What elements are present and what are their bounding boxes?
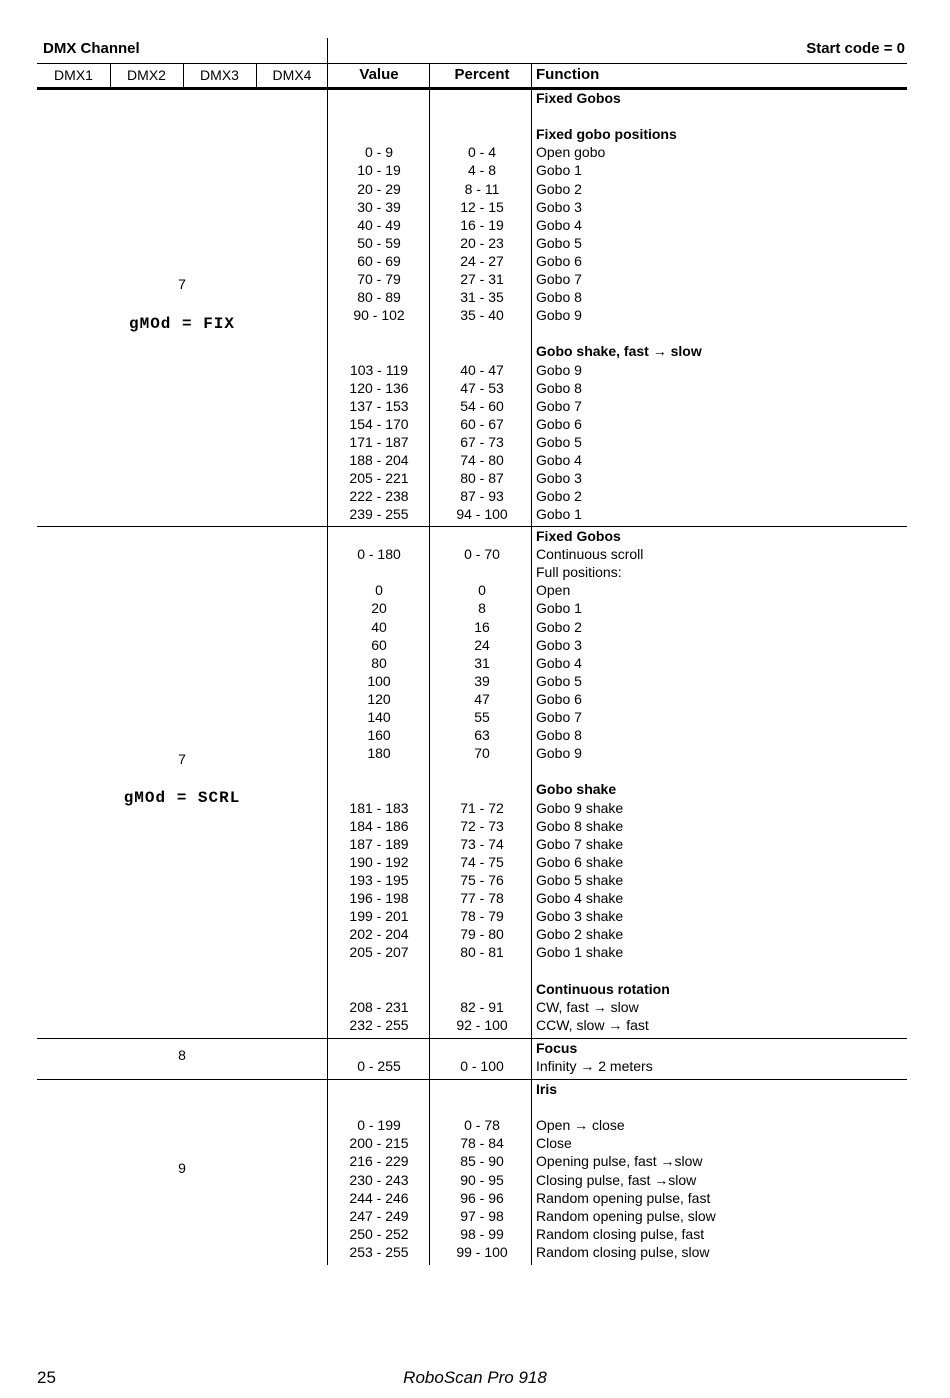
function-cell: Gobo 4 bbox=[536, 216, 582, 233]
percent-cell: 77 - 78 bbox=[460, 890, 504, 906]
percent-cell: 85 - 90 bbox=[460, 1153, 504, 1170]
percent-cell: 74 - 75 bbox=[460, 853, 504, 870]
value-cell: 188 - 204 bbox=[349, 452, 409, 468]
value-cell: 239 - 255 bbox=[349, 506, 409, 523]
value-cell: 181 - 183 bbox=[349, 799, 409, 816]
function-cell: Gobo 3 bbox=[536, 198, 582, 215]
function-cell: Random opening pulse, slow bbox=[536, 1207, 716, 1224]
value-cell: 40 bbox=[371, 618, 387, 635]
function-cell: CCW, slow → fast bbox=[536, 1016, 649, 1033]
percent-cell: 8 - 11 bbox=[464, 180, 500, 197]
col-dmx1: DMX1 bbox=[54, 67, 93, 83]
percent-cell: 96 - 96 bbox=[460, 1189, 504, 1206]
function-cell: Gobo 6 bbox=[536, 252, 582, 269]
value-cell: 0 - 180 bbox=[357, 546, 401, 563]
value-cell: 100 bbox=[367, 672, 391, 689]
percent-cell: 90 - 95 bbox=[460, 1171, 504, 1188]
percent-cell: 16 bbox=[474, 618, 490, 635]
function-cell: Gobo 7 bbox=[536, 271, 582, 287]
percent-cell: 0 bbox=[478, 582, 486, 599]
function-heading: Fixed gobo positions bbox=[536, 126, 677, 143]
percent-cell: 80 - 81 bbox=[460, 944, 504, 961]
value-cell: 120 bbox=[367, 690, 391, 707]
function-heading: Focus bbox=[536, 1040, 578, 1056]
value-cell: 190 - 192 bbox=[349, 853, 409, 870]
percent-cell: 8 bbox=[478, 600, 486, 617]
col-value: Value bbox=[359, 66, 399, 83]
table-header-top bbox=[37, 38, 907, 64]
function-cell: Gobo 1 bbox=[536, 600, 582, 617]
value-cell: 0 - 255 bbox=[357, 1058, 401, 1075]
channel-number: 9 bbox=[178, 1160, 186, 1176]
section-divider bbox=[37, 1079, 907, 1080]
percent-cell: 97 - 98 bbox=[460, 1207, 504, 1224]
function-cell: Closing pulse, fast →slow bbox=[536, 1171, 697, 1188]
percent-cell: 79 - 80 bbox=[460, 926, 504, 943]
percent-cell: 24 - 27 bbox=[460, 252, 504, 269]
value-cell: 70 - 79 bbox=[357, 271, 401, 287]
function-cell: Gobo 5 bbox=[536, 433, 582, 450]
function-cell: Gobo 7 bbox=[536, 709, 582, 725]
value-cell: 90 - 102 bbox=[353, 307, 405, 324]
value-cell: 205 - 207 bbox=[349, 944, 409, 961]
percent-cell: 94 - 100 bbox=[456, 506, 508, 523]
function-cell: Gobo 8 bbox=[536, 379, 582, 396]
percent-cell: 63 bbox=[474, 727, 490, 744]
percent-cell: 12 - 15 bbox=[460, 198, 504, 215]
function-cell: Gobo 8 bbox=[536, 289, 582, 306]
value-cell: 184 - 186 bbox=[349, 817, 409, 834]
percent-cell: 54 - 60 bbox=[460, 397, 504, 414]
function-cell: Gobo 9 bbox=[536, 361, 582, 378]
percent-cell: 31 - 35 bbox=[460, 289, 504, 306]
percent-cell: 72 - 73 bbox=[460, 817, 504, 834]
value-cell: 10 - 19 bbox=[357, 162, 401, 179]
value-cell: 216 - 229 bbox=[349, 1153, 409, 1170]
value-cell: 20 bbox=[371, 600, 387, 617]
dmx-channel-heading: DMX Channel bbox=[43, 40, 140, 57]
function-cell: Gobo 4 bbox=[536, 452, 582, 468]
function-cell: Random opening pulse, fast bbox=[536, 1189, 711, 1206]
function-cell: Gobo 6 shake bbox=[536, 853, 624, 870]
function-cell: Gobo 9 bbox=[536, 745, 582, 762]
value-cell: 40 - 49 bbox=[357, 216, 401, 233]
percent-cell: 60 - 67 bbox=[460, 415, 504, 432]
percent-cell: 39 bbox=[474, 672, 490, 689]
function-cell: Gobo 4 bbox=[536, 654, 582, 671]
value-cell: 60 bbox=[371, 636, 387, 653]
value-cell: 140 bbox=[367, 709, 391, 725]
percent-cell: 92 - 100 bbox=[456, 1016, 508, 1033]
mode-label: gMOd = SCRL bbox=[123, 789, 241, 807]
section-divider bbox=[37, 526, 907, 527]
function-cell: Gobo 5 bbox=[536, 234, 582, 251]
percent-cell: 71 - 72 bbox=[460, 799, 504, 816]
function-cell: Gobo 9 shake bbox=[536, 799, 624, 816]
function-cell: Infinity → 2 meters bbox=[536, 1058, 653, 1075]
percent-cell: 80 - 87 bbox=[460, 470, 504, 487]
value-cell: 250 - 252 bbox=[349, 1225, 409, 1242]
value-cell: 208 - 231 bbox=[349, 998, 409, 1015]
percent-cell: 74 - 80 bbox=[460, 452, 504, 468]
value-cell: 137 - 153 bbox=[349, 397, 409, 414]
value-cell: 180 bbox=[367, 745, 391, 762]
value-cell: 60 - 69 bbox=[357, 252, 401, 269]
percent-cell: 82 - 91 bbox=[460, 998, 504, 1015]
value-cell: 230 - 243 bbox=[349, 1171, 409, 1188]
value-cell: 205 - 221 bbox=[349, 470, 409, 487]
start-code-label: Start code = 0 bbox=[806, 40, 905, 57]
value-cell: 187 - 189 bbox=[349, 835, 409, 852]
percent-cell: 20 - 23 bbox=[460, 234, 504, 251]
function-cell: Opening pulse, fast →slow bbox=[536, 1153, 703, 1170]
function-cell: Gobo 3 bbox=[536, 636, 582, 653]
col-function: Function bbox=[536, 66, 600, 83]
percent-cell: 24 bbox=[474, 636, 490, 653]
value-cell: 232 - 255 bbox=[349, 1016, 409, 1033]
value-cell: 103 - 119 bbox=[349, 361, 409, 378]
function-heading: Gobo shake bbox=[536, 781, 617, 798]
channel-number: 8 bbox=[178, 1047, 186, 1063]
percent-cell: 47 - 53 bbox=[460, 379, 504, 396]
value-cell: 120 - 136 bbox=[349, 379, 409, 396]
function-heading: Continuous rotation bbox=[536, 980, 670, 997]
function-heading: Gobo shake, fast → slow bbox=[536, 343, 702, 360]
percent-cell: 0 - 78 bbox=[464, 1117, 500, 1134]
percent-cell: 16 - 19 bbox=[460, 216, 504, 233]
value-cell: 0 - 199 bbox=[357, 1117, 401, 1134]
percent-cell: 0 - 70 bbox=[464, 546, 500, 563]
function-cell: Gobo 1 shake bbox=[536, 944, 624, 961]
function-cell: Gobo 6 bbox=[536, 690, 582, 707]
percent-cell: 0 - 4 bbox=[467, 144, 496, 161]
col-percent: Percent bbox=[454, 66, 510, 83]
function-cell: Open bbox=[536, 582, 571, 599]
percent-cell: 40 - 47 bbox=[460, 361, 504, 378]
function-cell: Gobo 6 bbox=[536, 415, 582, 432]
percent-cell: 87 - 93 bbox=[460, 488, 504, 505]
mode-label: gMOd = FIX bbox=[128, 315, 235, 333]
value-cell: 0 - 9 bbox=[364, 144, 393, 161]
function-cell: Continuous scroll bbox=[536, 546, 644, 563]
percent-cell: 67 - 73 bbox=[460, 433, 504, 450]
percent-cell: 73 - 74 bbox=[460, 835, 504, 852]
function-cell: Gobo 8 bbox=[536, 727, 582, 744]
value-cell: 199 - 201 bbox=[349, 908, 409, 925]
percent-cell: 78 - 79 bbox=[460, 908, 504, 925]
header-sep bbox=[110, 64, 111, 88]
value-cell: 193 - 195 bbox=[349, 871, 409, 888]
percent-cell: 47 bbox=[474, 690, 490, 707]
value-cell: 196 - 198 bbox=[349, 890, 409, 906]
percent-cell: 99 - 100 bbox=[456, 1243, 508, 1260]
function-cell: Gobo 2 bbox=[536, 180, 582, 197]
function-cell: Full positions: bbox=[536, 564, 622, 581]
function-cell: Gobo 2 shake bbox=[536, 926, 624, 943]
percent-cell: 35 - 40 bbox=[460, 307, 504, 324]
channel-number: 7 bbox=[178, 276, 186, 292]
col-dmx4: DMX4 bbox=[272, 67, 312, 83]
value-cell: 171 - 187 bbox=[349, 433, 409, 450]
value-cell: 30 - 39 bbox=[357, 198, 401, 215]
value-cell: 80 - 89 bbox=[357, 289, 401, 306]
section-divider bbox=[37, 1038, 907, 1039]
value-cell: 222 - 238 bbox=[349, 488, 409, 505]
function-cell: Gobo 8 shake bbox=[536, 817, 624, 834]
function-heading: Fixed Gobos bbox=[536, 90, 621, 106]
percent-cell: 4 - 8 bbox=[467, 162, 496, 179]
value-cell: 160 bbox=[367, 727, 391, 744]
value-cell: 50 - 59 bbox=[357, 234, 401, 251]
function-cell: Gobo 5 shake bbox=[536, 871, 624, 888]
value-cell: 200 - 215 bbox=[349, 1135, 409, 1152]
value-cell: 253 - 255 bbox=[349, 1243, 409, 1260]
function-cell: Gobo 5 bbox=[536, 672, 582, 689]
function-heading: Fixed Gobos bbox=[536, 528, 621, 544]
value-cell: 20 - 29 bbox=[357, 180, 401, 197]
header-sep bbox=[256, 64, 257, 88]
value-cell: 244 - 246 bbox=[349, 1189, 409, 1206]
value-cell: 202 - 204 bbox=[349, 926, 409, 943]
percent-cell: 70 bbox=[474, 745, 490, 762]
value-cell: 80 bbox=[371, 654, 387, 671]
function-cell: Gobo 1 bbox=[536, 162, 582, 179]
function-cell: Gobo 3 shake bbox=[536, 908, 624, 925]
page-number: 25 bbox=[37, 1368, 56, 1387]
function-cell: Open gobo bbox=[536, 144, 606, 161]
percent-cell: 0 - 100 bbox=[460, 1058, 504, 1075]
col-dmx2: DMX2 bbox=[127, 67, 166, 83]
percent-cell: 55 bbox=[474, 709, 490, 725]
function-cell: Gobo 4 shake bbox=[536, 890, 624, 906]
function-cell: Random closing pulse, fast bbox=[536, 1225, 705, 1242]
function-cell: Gobo 2 bbox=[536, 618, 582, 635]
percent-cell: 31 bbox=[474, 654, 490, 671]
function-cell: Gobo 2 bbox=[536, 488, 582, 505]
function-cell: Gobo 7 shake bbox=[536, 835, 624, 852]
function-cell: Gobo 1 bbox=[536, 506, 582, 523]
percent-cell: 78 - 84 bbox=[460, 1135, 504, 1152]
function-cell: CW, fast → slow bbox=[536, 998, 639, 1015]
function-heading: Iris bbox=[536, 1081, 558, 1097]
function-cell: Gobo 9 bbox=[536, 307, 582, 324]
function-cell: Gobo 7 bbox=[536, 397, 582, 414]
function-cell: Close bbox=[536, 1135, 572, 1152]
footer-product-title: RoboScan Pro 918 bbox=[403, 1368, 547, 1387]
function-cell: Open → close bbox=[536, 1117, 625, 1134]
percent-cell: 75 - 76 bbox=[460, 871, 504, 888]
value-cell: 0 bbox=[375, 582, 383, 599]
value-cell: 154 - 170 bbox=[349, 415, 409, 432]
percent-cell: 27 - 31 bbox=[460, 271, 504, 287]
function-cell: Gobo 3 bbox=[536, 470, 582, 487]
value-cell: 247 - 249 bbox=[349, 1207, 409, 1224]
header-sep bbox=[183, 64, 184, 88]
percent-cell: 98 - 99 bbox=[460, 1225, 504, 1242]
function-cell: Random closing pulse, slow bbox=[536, 1243, 710, 1260]
channel-number: 7 bbox=[178, 751, 186, 767]
col-dmx3: DMX3 bbox=[200, 67, 239, 83]
